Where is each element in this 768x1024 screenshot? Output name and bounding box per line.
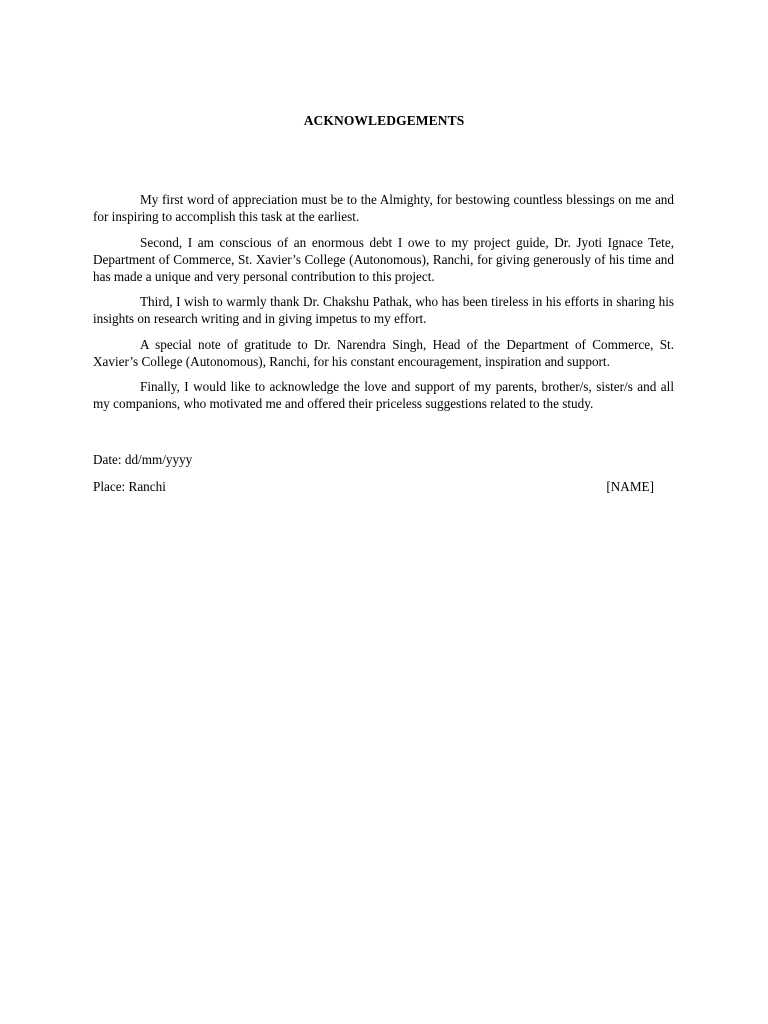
place-line: Place: Ranchi (93, 479, 166, 494)
signature-name: [NAME] (606, 479, 654, 494)
acknowledgement-body (93, 191, 674, 421)
paragraph-appreciation-almighty: My first word of appreciation must be to the Almighty, for bestowing countless blessings on me and for inspiring to accomplish this task at the earliest. (93, 192, 674, 224)
paragraph-gratitude-hod: A special note of gratitude to Dr. Narendra Singh, Head of the Department of Commerce, St. Xavier’s College (Autonomous), Ranchi, for his constant encouragement, inspiration and support. (93, 336, 674, 369)
paragraph-project-guide: Second, I am conscious of an enormous debt I owe to my project guide, Dr. Jyoti Ignace Tete, Department of Commerce, St. Xavier’s College (Autonomous), Ranchi, for giving generously of his time and has made a unique and very personal contribution to this project. (93, 234, 674, 284)
paragraph-family-companions: Finally, I would like to acknowledge the love and support of my parents, brother/s, sister/s and all my companions, who motivated me and offered their priceless suggestions related to the study. (93, 379, 674, 411)
page-title: ACKNOWLEDGEMENTS (303, 113, 465, 128)
date-line: Date: dd/mm/yyyy (93, 452, 193, 467)
paragraph-thanks-pathak: Third, I wish to warmly thank Dr. Chakshu Pathak, who has been tireless in his efforts in sharing his insights on research writing and in giving impetus to my effort. (93, 294, 674, 326)
